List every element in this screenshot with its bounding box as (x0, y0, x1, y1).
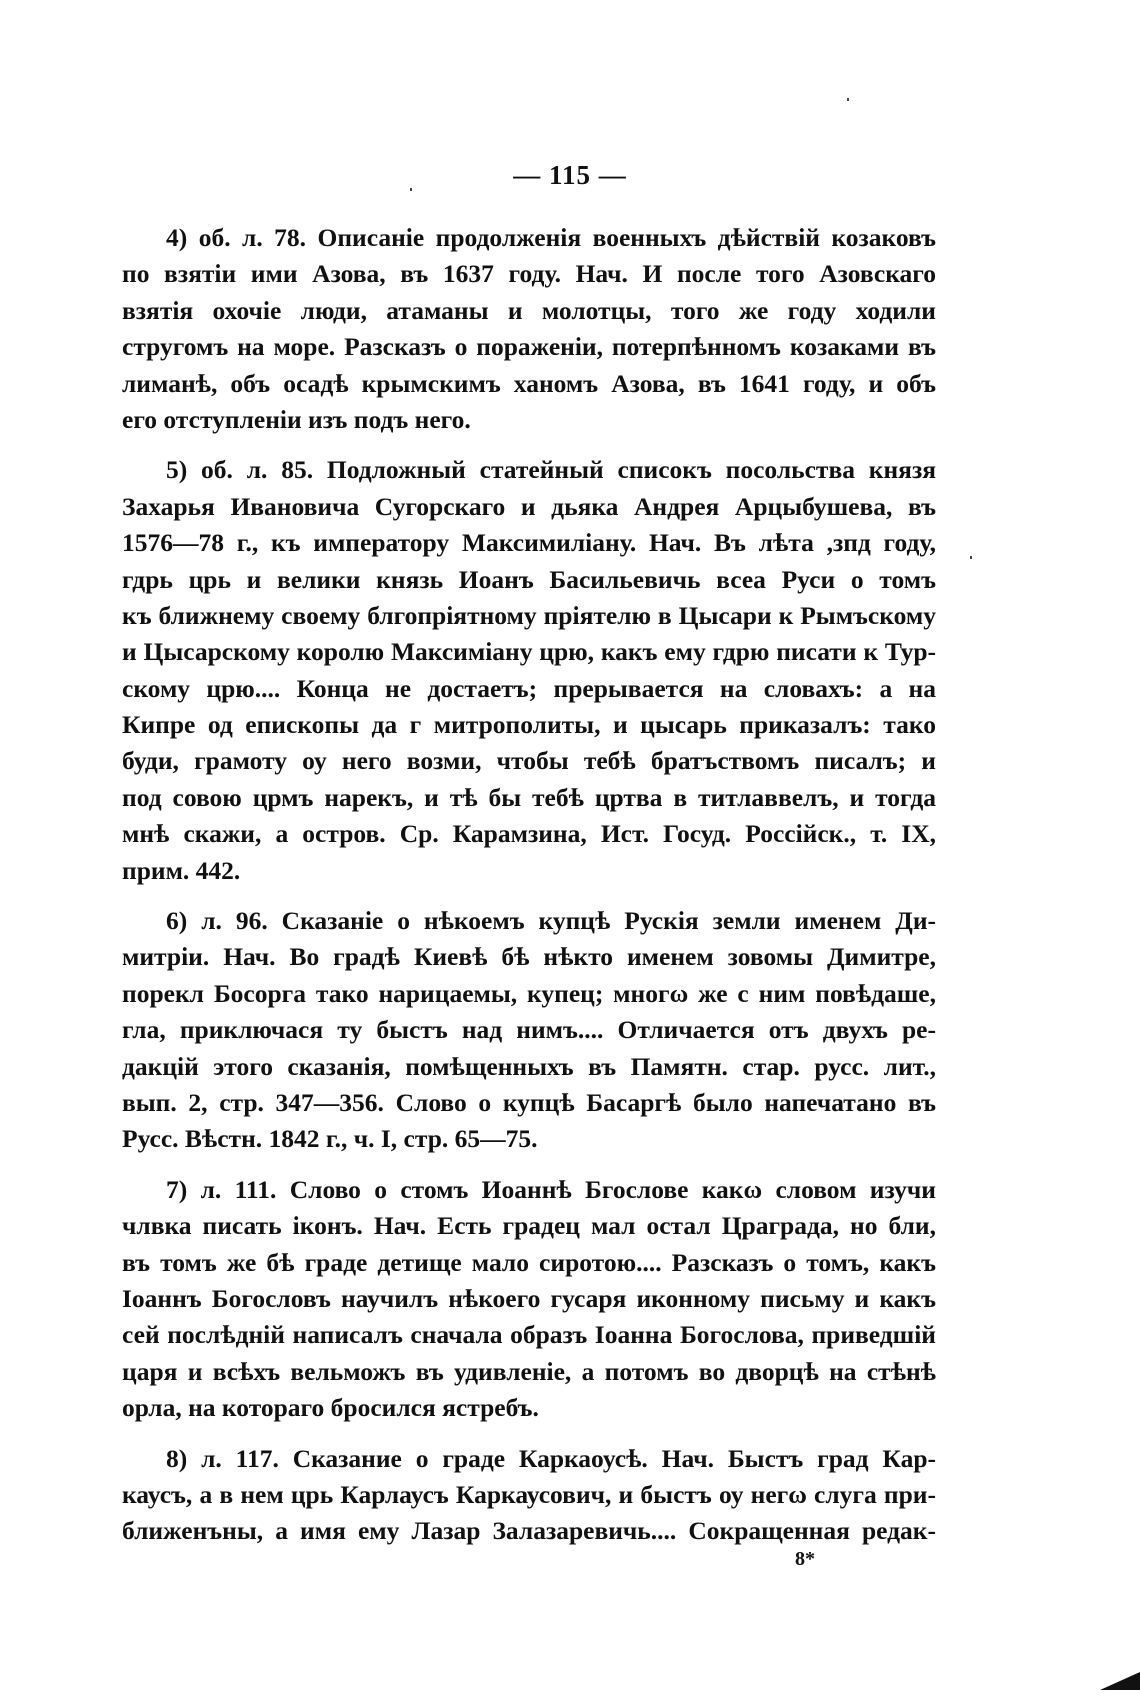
text-line: и Цысарскому королю Максиміану црю, какъ ему гдрю писати к Тур- (122, 637, 936, 667)
entry-6 (122, 903, 936, 1158)
entry-8 (122, 1441, 936, 1550)
text-line: по взятіи ими Азова, въ 1637 году. Нач. И после того Азовскаго (122, 259, 936, 289)
text-line: члвка писать іконъ. Нач. Есть градец мал остал Цраграда, но бли, (122, 1211, 936, 1241)
text-line: ближенъны, а имя ему Лазар Залазаревичь.... Сокращенная редак- (122, 1516, 936, 1546)
text-line: вып. 2, стр. 347—356. Слово о купцѣ Басаргѣ было напечатано въ (122, 1087, 936, 1117)
page-number: — 115 — (513, 160, 627, 190)
entry-5 (122, 452, 936, 889)
text-line: 7) л. 111. Слово о стомъ Иоаннѣ Бгослове какω словом изучи (166, 1174, 936, 1204)
text-line: 1576—78 г., къ императору Максимиліану. Нач. Въ лѣта ,зпд году, (122, 528, 936, 558)
text-line: въ томъ же бѣ граде детище мало сиротою.... Разсказъ о томъ, какъ (122, 1247, 936, 1277)
text-line: гла, приключася ту быстъ над нимъ.... Отличается отъ двухъ ре- (122, 1015, 936, 1045)
text-line: буди, грамоту оу него возми, чтобы тебѣ братъствомъ писалъ; и (122, 746, 936, 776)
text-line: къ ближнему своему блгопріятному пріятелю в Цысари к Рымъскому (122, 600, 936, 630)
text-line: Захарья Ивановича Сугорскаго и дьяка Андрея Арцыбушева, въ (122, 491, 936, 521)
text-line: 6) л. 96. Сказаніе о нѣкоемъ купцѣ Рускія земли именем Ди- (166, 906, 936, 936)
text-line: прим. 442. (122, 855, 241, 885)
text-line: 4) об. л. 78. Описаніе продолженія военныхъ дѣйствій козаковъ (166, 223, 936, 252)
text-line: порекл Босорга тако нарицаемы, купец; многω же с ним повѣдаше, (122, 978, 936, 1008)
text-line: под совою црмъ нарекъ, и тѣ бы тебѣ цртва в титлаввелъ, и тогда (122, 782, 936, 812)
text-line: мнѣ скажи, а остров. Ср. Карамзина, Ист. Госуд. Россійск., т. IX, (122, 819, 936, 849)
scan-edge-mark (1100, 1672, 1140, 1690)
text-line: стругомъ на море. Разсказъ о пораженіи, потерпѣнномъ козаками въ (122, 332, 936, 362)
text-line: скому црю.... Конца не достаетъ; прерывается на словахъ: а на (122, 673, 936, 703)
scan-speck (970, 556, 972, 559)
text-line: царя и всѣхъ вельможъ въ удивленіе, а потомъ во дворцѣ на стѣнѣ (122, 1356, 936, 1386)
entry-4 (122, 220, 936, 438)
text-line: его отступленіи изъ подъ него. (122, 404, 471, 434)
text-line: Кипре од епископы да г митрополиты, и цысарь приказалъ: тако (122, 710, 936, 740)
text-line: лиманѣ, объ осадѣ крымскимъ ханомъ Азова, въ 1641 году, и объ (122, 368, 936, 398)
text-line: орла, на котораго бросился ястребъ. (122, 1393, 539, 1423)
scan-speck (847, 98, 849, 101)
text-line: каусъ, а в нем црь Карлаусъ Каркаусович, и быстъ оу негω слуга при- (122, 1479, 936, 1509)
text-line: 5) об. л. 85. Подложный статейный списокъ посольства князя (166, 455, 936, 485)
signature-mark: 8* (795, 1548, 815, 1570)
text-line: митріи. Нач. Во градѣ Киевѣ бѣ нѣкто именем зовомы Димитре, (122, 942, 936, 972)
text-line: гдрь црь и велики князь Иоанъ Басильевичь всеа Руси о томъ (122, 564, 936, 594)
entry-7 (122, 1172, 936, 1427)
text-line: дакцій этого сказанія, помѣщенныхъ въ Памятн. стар. русс. лит., (122, 1051, 936, 1081)
scan-speck (410, 188, 412, 191)
text-line: взятія охочіе люди, атаманы и молотцы, того же году ходили (122, 295, 936, 325)
text-line: 8) л. 117. Сказание о граде Каркаоусѣ. Нач. Быстъ град Кар- (166, 1443, 936, 1473)
text-line: Русс. Вѣстн. 1842 г., ч. I, стр. 65—75. (122, 1124, 538, 1154)
text-line: сей послѣдній написалъ сначала образъ Іоанна Богослова, приведшій (122, 1320, 936, 1350)
text-line: Іоаннъ Богословъ научилъ нѣкоего гусаря иконному письму и какъ (122, 1283, 936, 1313)
body-text (122, 220, 936, 1564)
